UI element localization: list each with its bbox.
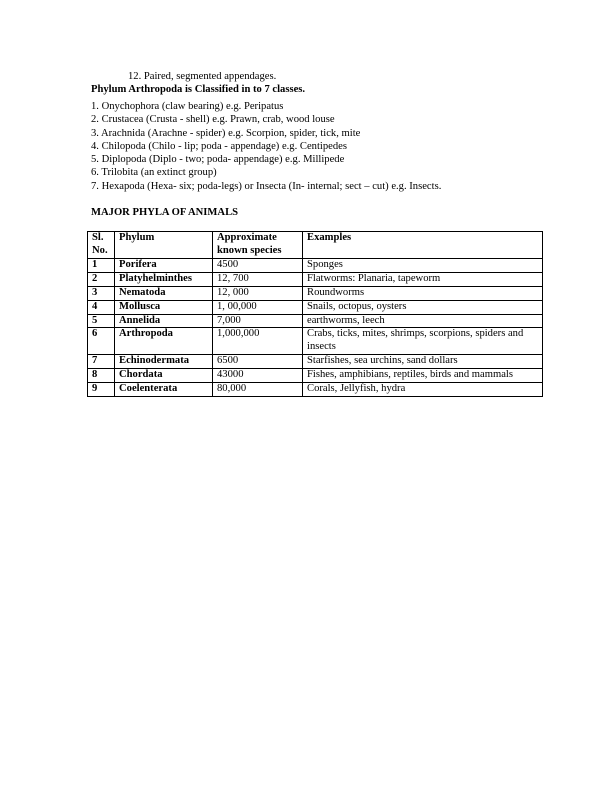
header-phylum: Phylum bbox=[115, 232, 213, 259]
header-examples: Examples bbox=[303, 232, 543, 259]
cell-examples: Fishes, amphibians, reptiles, birds and mammals bbox=[303, 369, 543, 383]
list-item: 6. Trilobita (an extinct group) bbox=[91, 167, 217, 179]
cell-examples: Crabs, ticks, mites, shrimps, scorpions, spiders and insects bbox=[303, 328, 543, 355]
cell-sl: 5 bbox=[88, 314, 115, 328]
list-item: 4. Chilopoda (Chilo - lip; poda - appendage) e.g. Centipedes bbox=[91, 140, 347, 152]
cell-species: 1, 00,000 bbox=[213, 300, 303, 314]
cell-phylum: Mollusca bbox=[115, 300, 213, 314]
cell-examples: earthworms, leech bbox=[303, 314, 543, 328]
table-row bbox=[88, 300, 543, 314]
cell-sl: 9 bbox=[88, 383, 115, 397]
cell-phylum: Annelida bbox=[115, 314, 213, 328]
table-row bbox=[88, 258, 543, 272]
list-item: 5. Diplopoda (Diplo - two; poda- appendage) e.g. Millipede bbox=[91, 154, 345, 166]
cell-sl: 7 bbox=[88, 355, 115, 369]
cell-sl: 6 bbox=[88, 328, 115, 355]
cell-examples: Corals, Jellyfish, hydra bbox=[303, 383, 543, 397]
cell-phylum: Coelenterata bbox=[115, 383, 213, 397]
arthropoda-classes-heading: Phylum Arthropoda is Classified in to 7 classes. bbox=[91, 84, 306, 95]
list-item: 2. Crustacea (Crusta - shell) e.g. Prawn, crab, wood louse bbox=[91, 114, 335, 126]
table-row bbox=[88, 369, 543, 383]
cell-species: 80,000 bbox=[213, 383, 303, 397]
table-row bbox=[88, 286, 543, 300]
table-row bbox=[88, 383, 543, 397]
cell-phylum: Chordata bbox=[115, 369, 213, 383]
list-item: 3. Arachnida (Arachne - spider) e.g. Scorpion, spider, tick, mite bbox=[91, 127, 361, 139]
phyla-table bbox=[87, 231, 543, 397]
cell-species: 6500 bbox=[213, 355, 303, 369]
list-item: 7. Hexapoda (Hexa- six; poda-legs) or Insecta (In- internal; sect – cut) e.g. Insects. bbox=[91, 180, 442, 192]
header-sl-no: Sl. No. bbox=[88, 232, 115, 259]
cell-examples: Snails, octopus, oysters bbox=[303, 300, 543, 314]
cell-species: 4500 bbox=[213, 258, 303, 272]
table-row bbox=[88, 272, 543, 286]
table-row bbox=[88, 355, 543, 369]
cell-examples: Starfishes, sea urchins, sand dollars bbox=[303, 355, 543, 369]
list-item: 1. Onychophora (claw bearing) e.g. Peripatus bbox=[91, 101, 284, 112]
cell-sl: 8 bbox=[88, 369, 115, 383]
cell-species: 7,000 bbox=[213, 314, 303, 328]
cell-phylum: Arthropoda bbox=[115, 328, 213, 355]
cell-sl: 2 bbox=[88, 272, 115, 286]
cell-sl: 3 bbox=[88, 286, 115, 300]
cell-sl: 1 bbox=[88, 258, 115, 272]
list-item-paired-appendages: 12. Paired, segmented appendages. bbox=[128, 71, 277, 82]
major-phyla-heading: MAJOR PHYLA OF ANIMALS bbox=[91, 207, 239, 218]
table-header-row bbox=[88, 232, 543, 259]
table-row bbox=[88, 314, 543, 328]
cell-species: 1,000,000 bbox=[213, 328, 303, 355]
cell-phylum: Echinodermata bbox=[115, 355, 213, 369]
table-row bbox=[88, 328, 543, 355]
cell-phylum: Platyhelminthes bbox=[115, 272, 213, 286]
cell-sl: 4 bbox=[88, 300, 115, 314]
cell-phylum: Nematoda bbox=[115, 286, 213, 300]
arthropoda-class-list bbox=[91, 100, 441, 193]
cell-examples: Roundworms bbox=[303, 286, 543, 300]
cell-phylum: Porifera bbox=[115, 258, 213, 272]
cell-examples: Sponges bbox=[303, 258, 543, 272]
cell-species: 12, 700 bbox=[213, 272, 303, 286]
header-known-species: Approximate known species bbox=[213, 232, 303, 259]
cell-species: 12, 000 bbox=[213, 286, 303, 300]
cell-examples: Flatworms: Planaria, tapeworm bbox=[303, 272, 543, 286]
cell-species: 43000 bbox=[213, 369, 303, 383]
